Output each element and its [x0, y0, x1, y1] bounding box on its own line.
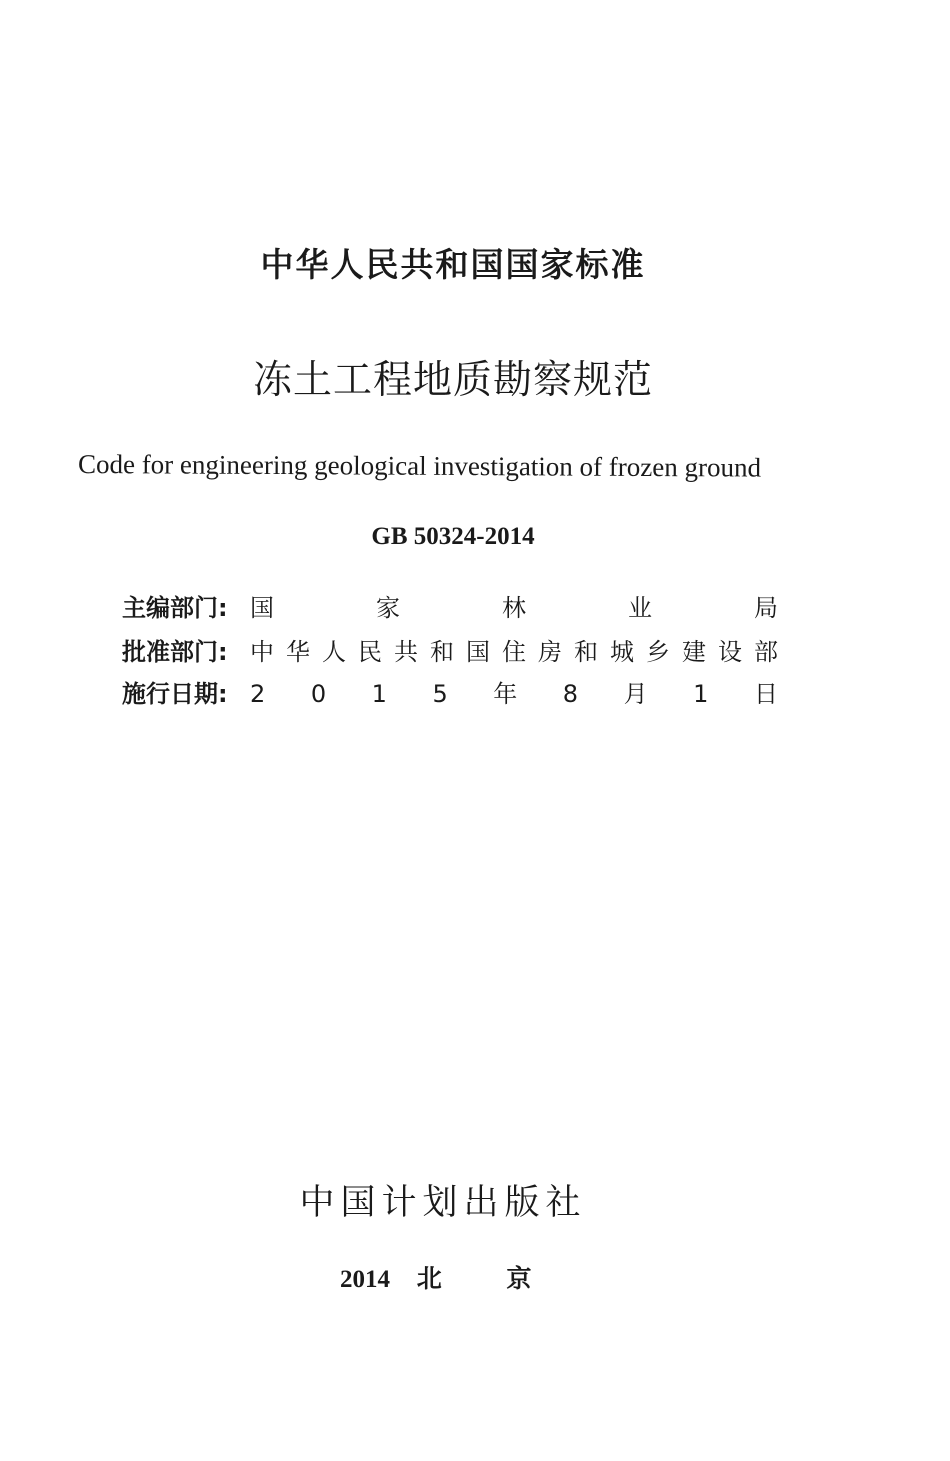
date-char: 5 — [432, 680, 448, 708]
approver-char: 共 — [394, 638, 418, 666]
title-chinese: 冻土工程地质勘察规范 — [252, 358, 653, 403]
editor-label: 主编部门: — [122, 594, 228, 622]
approver-char: 和 — [430, 638, 454, 666]
approver-char: 和 — [574, 638, 598, 666]
standard-number: GB 50324-2014 — [371, 523, 535, 550]
date-char: 2 — [250, 680, 266, 708]
approver-char: 中 — [250, 638, 274, 666]
editor-value — [250, 590, 778, 626]
editor-char: 业 — [628, 594, 652, 622]
date-char: 1 — [693, 680, 709, 708]
date-char: 年 — [493, 680, 518, 708]
effective-date-label: 施行日期: — [122, 680, 228, 708]
publication-year: 2014 — [340, 1266, 390, 1293]
date-char: 日 — [753, 680, 778, 708]
approver-char: 部 — [754, 638, 778, 666]
city-char: 京 — [506, 1264, 532, 1293]
editor-row — [122, 590, 778, 626]
date-char: 0 — [310, 680, 327, 708]
approver-row — [122, 634, 778, 670]
approver-char: 国 — [466, 638, 490, 666]
approver-char: 房 — [538, 638, 562, 666]
date-char: 月 — [623, 680, 648, 708]
approver-char: 人 — [322, 638, 346, 666]
date-char: 8 — [562, 680, 579, 708]
effective-date-value — [250, 676, 778, 712]
date-char: 1 — [371, 680, 387, 708]
publisher-name: 中国计划出版社 — [299, 1183, 587, 1223]
approver-value — [250, 634, 778, 670]
editor-char: 国 — [250, 594, 274, 622]
approver-char: 城 — [610, 638, 634, 666]
editor-char: 林 — [502, 594, 526, 622]
approver-char: 建 — [682, 638, 706, 666]
publication-line — [340, 1262, 531, 1297]
standard-type: 中华人民共和国国家标准 — [260, 245, 646, 284]
city-char: 北 — [416, 1264, 442, 1293]
approver-char: 乡 — [646, 638, 670, 666]
publication-city — [417, 1264, 532, 1293]
approver-char: 华 — [286, 638, 310, 666]
approver-label: 批准部门: — [122, 638, 228, 666]
editor-char: 家 — [376, 594, 400, 622]
title-english: Code for engineering geological investigation of frozen ground — [77, 449, 762, 483]
approver-char: 民 — [358, 638, 382, 666]
approver-char: 住 — [502, 638, 526, 666]
editor-char: 局 — [754, 594, 778, 622]
approver-char: 设 — [718, 638, 742, 666]
effective-date-row — [122, 676, 778, 712]
